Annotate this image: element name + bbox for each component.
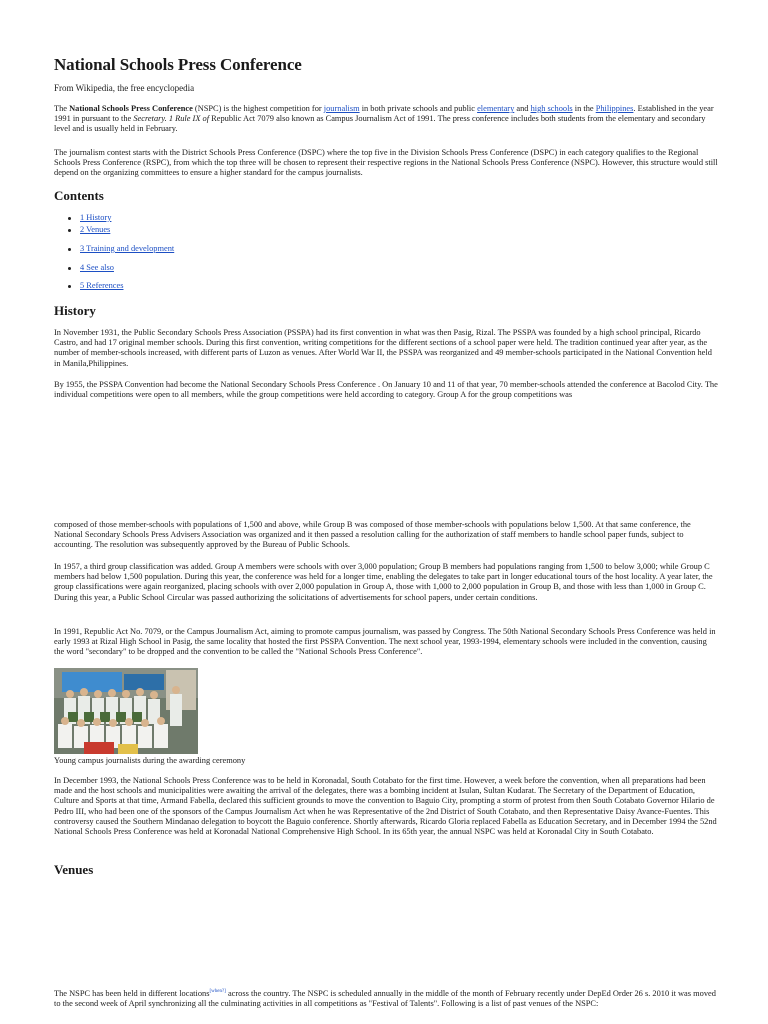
- intro-paragraph-2: The journalism contest starts with the District Schools Press Conference (DSPC) where the top five in the Division Schools Press Conference (DSPC) in each category qualifies to the Regional Schools Press Conference (RSPC), from which the top three will be chosen to represent their respective regions in the National Schools Press Conference (NSPC). However, this structure would still depend on the organizing committees to ensure a higher standard for the campus journalists.: [54, 148, 718, 178]
- page-title: National Schools Press Conference: [54, 55, 302, 74]
- venues-paragraph: The NSPC has been held in different locations[when?] across the country. The NSPC is scheduled annually in the middle of the month of February recently under DepEd Order 26 s. 2010 it was moved to the second week of April synchronizing all the culminating activities in all competitions as "Festival of Talents". Following is a list of past venues of the NSPC:: [54, 988, 716, 1008]
- toc-item[interactable]: [68, 225, 110, 234]
- toc-item[interactable]: [68, 213, 111, 222]
- toc-link-references[interactable]: 5 References: [80, 281, 124, 290]
- citation-needed-link[interactable]: [when?]: [209, 989, 226, 994]
- history-paragraph-4: In 1957, a third group classification was added. Group A members were schools with over 3,000 population; Group B members had populations ranging from 1,500 to below 3,000; while Group C members had below 1,500 population. During this year, the conference was held for a longer time, enabling the delegates to take part in longer educational tours of the host locality. A year later, the group classifications were again reorganized, placing schools with over 2,000 population in Group A, those with 1,000 to 2,000 population in Group B, and those with less than 1,000 in Group C. During this year, a Public School Circular was passed authorizing the solicitations of advertisements for school papers, under certain conditions.: [54, 562, 713, 602]
- bullet-icon: [68, 285, 71, 288]
- bullet-icon: [68, 267, 71, 270]
- bullet-icon: [68, 217, 71, 220]
- toc-item[interactable]: [68, 281, 123, 290]
- link-elementary[interactable]: elementary: [477, 104, 515, 113]
- toc-link-history[interactable]: 1 History: [80, 213, 112, 222]
- article-subject: National Schools Press Conference: [69, 104, 193, 113]
- photo-image: [54, 668, 198, 754]
- photo-caption: Young campus journalists during the awarding ceremony: [54, 756, 246, 765]
- awarding-ceremony-photo[interactable]: [54, 668, 198, 754]
- toc-link-venues[interactable]: 2 Venues: [80, 225, 111, 234]
- link-journalism[interactable]: journalism: [323, 104, 360, 113]
- bullet-icon: [68, 248, 71, 251]
- history-heading: History: [54, 303, 96, 318]
- history-paragraph-2: By 1955, the PSSPA Convention had become the National Secondary Schools Press Conference . On January 10 and 11 of that year, 70 member-schools attended the conference at Bacolod City. The individual competitions were open to all members, while the group competitions were held according to category. Group A for the group competitions was: [54, 380, 718, 400]
- contents-heading: Contents: [54, 188, 104, 203]
- history-paragraph-3: composed of those member-schools with populations of 1,500 and above, while Group B was composed of those member-schools with populations below 1,500. At that same conference, the National Secondary Schools Press Advisers Association was organized and it then passed a resolution calling for the authorization of staff members to handle school paper funds, subject to accounting. The resolution was subsequently approved by the Bureau of Public Schools.: [54, 520, 691, 550]
- toc-item[interactable]: [68, 244, 174, 253]
- history-paragraph-6: In December 1993, the National Schools Press Conference was to be held in Koronadal, South Cotabato for the first time. However, a week before the convention, when all preparations had been made and the host schools and municipalities were awaiting the arrival of the delegates, there was a bombing incident at Isulan, Sultan Kudarat. The Secretary of the Department of Education, Culture and Sports at that time, Armand Fabella, declared this sufficient grounds to move the convention to Baguio City, prompting a storm of protest from then South Cotabato Governor Hilario de Pedro III, who had been one of the sponsors of the Campus Journalism Act when he was Representative of the 2nd District of South Cotabato, and then Representative Daisy Avance-Fuentes. This controversy caused the Southern Mindanao delegation to boycott the Baguio conference. Shortly afterwards, Ricardo Gloria replaced Fabella as Education Secretary, and in December 1994 the 52nd National Schools Press Conference was held at Koronadal National Comprehensive High School. In its 65th year, the annual NSPC was held at Koronadal City in South Cotabato.: [54, 776, 717, 837]
- history-paragraph-5: In 1991, Republic Act No. 7079, or the Campus Journalism Act, aiming to promote campus journalism, was passed by Congress. The 50th National Secondary Schools Press Conference was held in early 1993 at Rizal High School in Pasig, the same locality that hosted the first PSSPA Convention. The next school year, 1993-1994, elementary schools were included in the convention, causing the word "secondary" to be dropped and the convention to be called the "National Schools Press Conference".: [54, 627, 716, 657]
- link-philippines[interactable]: Philippines: [595, 104, 634, 113]
- link-high-schools[interactable]: high schools: [530, 104, 573, 113]
- intro-paragraph: The National Schools Press Conference (NSPC) is the highest competition for journalism in both private schools and public elementary and high schools in the Philippines. Established in the year 1991 in pursuant to the Secretary. 1 Rule IX of Republic Act 7079 also known as Campus Journalism Act of 1991. The press conference includes both students from the elementary and secondary level and is usually held in February.: [54, 104, 714, 134]
- toc-item[interactable]: [68, 263, 114, 272]
- toc-link-training[interactable]: 3 Training and development: [80, 244, 175, 253]
- bullet-icon: [68, 229, 71, 232]
- toc-link-see-also[interactable]: 4 See also: [80, 263, 114, 272]
- page-subtitle: From Wikipedia, the free encyclopedia: [54, 83, 195, 93]
- venues-heading: Venues: [54, 862, 94, 877]
- history-paragraph-1: In November 1931, the Public Secondary Schools Press Association (PSSPA) had its first convention in what was then Pasig, Rizal. The PSSPA was founded by a high school principal, Ricardo Castro, and had 17 original member schools. During this first convention, writing competitions for the different sections of a school paper were held. The tradition continued year after year, as the number of member-schools increased, with different parts of Luzon as venues. After World War II, the PSSPA was reorganized and 49 member-schools participated in the National Convention held in Manila,Philippines.: [54, 328, 712, 368]
